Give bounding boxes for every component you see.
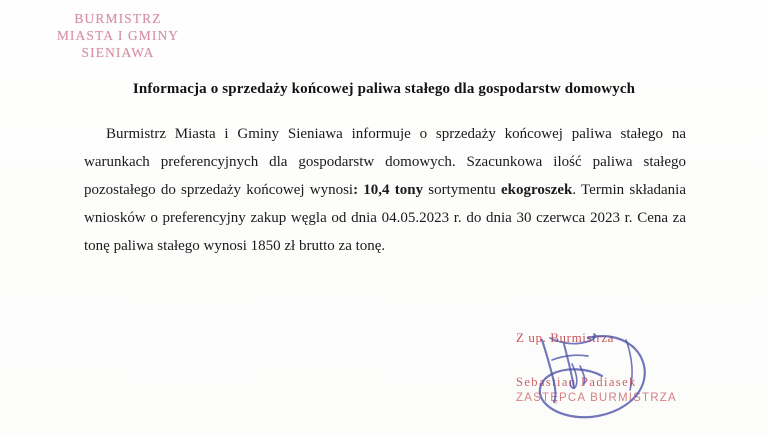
body-text-part-2: sortymentu xyxy=(423,182,501,198)
body-coal-type-bold: ekogroszek xyxy=(500,182,573,198)
document-title: Informacja o sprzedaży końcowej paliwa stałego dla gospodarstw domowych xyxy=(132,81,636,97)
letterhead-stamp xyxy=(28,10,208,61)
body-paragraph xyxy=(84,120,686,260)
letterhead-line-2: MIASTA I GMINY xyxy=(56,28,180,43)
document-body xyxy=(84,120,686,260)
letterhead-line-3: SIENIAWA xyxy=(81,45,155,60)
signature-name: Sebastian Padiasek xyxy=(516,375,637,389)
body-text-part-1: Burmistrz Miasta i Gminy Sieniawa informuje o sprzedaży końcowej paliwa stałego na warunkach preferencyjnych dla gospodarstw domowych. Szacunkowa ilość paliwa stałego pozostałego do sprzedaży końcowej wynosi xyxy=(84,126,686,198)
body-quantity-bold: : 10,4 tony xyxy=(353,182,424,198)
letterhead-line-1: BURMISTRZ xyxy=(74,11,162,26)
signature-stamp xyxy=(516,330,696,404)
signature-on-behalf-of: Z up. Burmistrza xyxy=(516,330,615,345)
signature-role: ZASTĘPCA BURMISTRZA xyxy=(516,392,677,404)
body-text-part-3: . Termin składania wniosków o preferencyjny zakup węgla od dnia 04.05.2023 r. do dnia 30 czerwca 2023 r. Cena za tonę paliwa stałego wynosi 1850 zł brutto za tonę. xyxy=(84,182,687,254)
